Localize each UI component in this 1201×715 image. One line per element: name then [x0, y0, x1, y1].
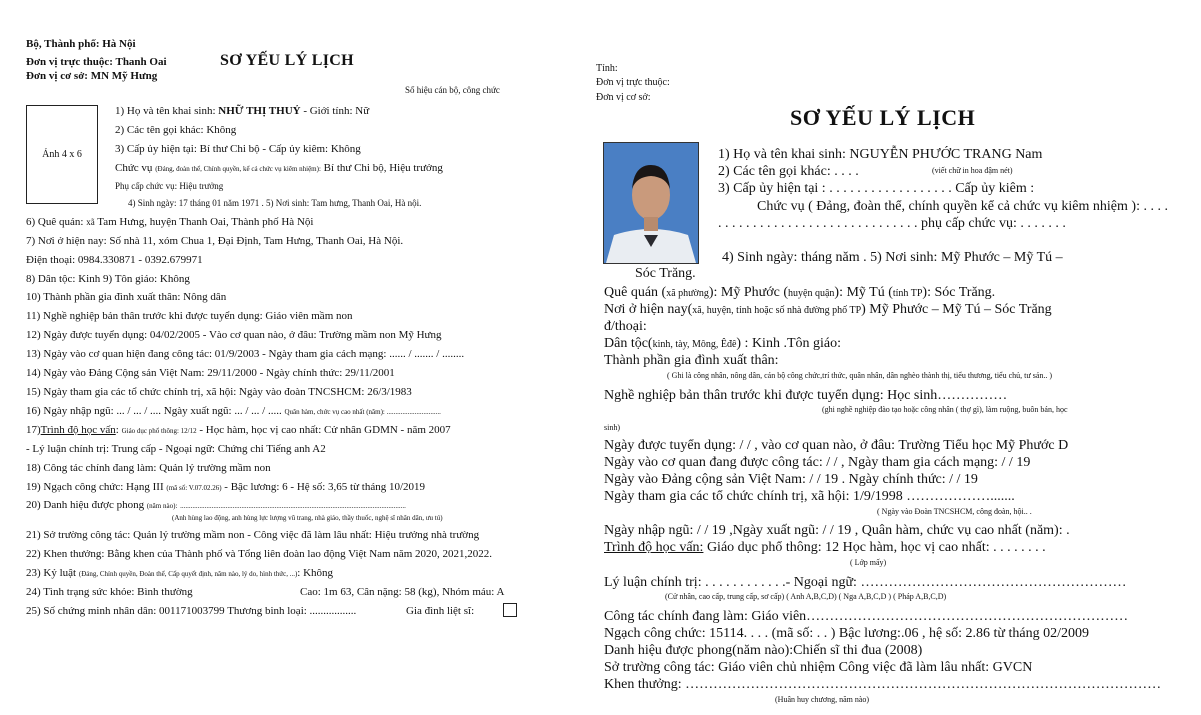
right-line-21: Sở trường công tác: Giáo viên chủ nhiệm Công việc đã làm lâu nhất: GVCN	[604, 660, 1033, 675]
right-line-10-note2: sinh)	[604, 423, 620, 432]
right-line-22: Khen thưởng: …………………………………………………………………………………………	[604, 677, 1162, 692]
l3b-note: (Đảng, đoàn thể, Chính quyền, kể cả chức vụ kiêm nhiệm):	[155, 165, 321, 173]
r16-value: Giáo dục phổ thông: 12 Học hàm, học vị cao nhất: . . . . . . . .	[703, 540, 1046, 555]
right-line-15: Ngày nhập ngũ: / / 19 ,Ngày xuất ngũ: / / 19 , Quân hàm, chức vụ cao nhất (năm): .	[604, 523, 1070, 538]
l6-xa: xã	[86, 217, 95, 227]
r7-value: ) Mỹ Phước – Mỹ Tú – Sóc Trăng	[861, 302, 1052, 317]
r6-note2: huyện quận	[788, 288, 835, 299]
martyr-family-checkbox[interactable]	[503, 603, 517, 617]
right-line-11: Ngày được tuyển dụng: / / , vào cơ quan nào, ở đâu: Trường Tiểu học Mỹ Phước D	[604, 438, 1069, 453]
l23-value: : Không	[297, 567, 334, 579]
right-line-3c: . . . . . . . . . . . . . . . . . . . . . . . . . . . . . phụ cấp chức vụ: . . . . . . .	[718, 216, 1066, 231]
left-line-21: 21) Sở trường công tác: Quản lý trường mầm non - Công việc đã làm lâu nhất: Hiệu trưởng nhà trường	[26, 529, 480, 541]
left-line-25b: Gia đình liệt sĩ:	[406, 605, 475, 617]
right-line-7	[604, 302, 1052, 318]
left-line-7: 7) Nơi ở hiện nay: Số nhà 11, xóm Chua 1, Đại Định, Tam Hưng, Thanh Oai, Hà Nội.	[26, 235, 404, 247]
left-line-24a: 24) Tình trạng sức khỏe: Bình thường	[26, 586, 193, 598]
left-line-24b: Cao: 1m 63, Cân nặng: 58 (kg), Nhóm máu: A	[300, 586, 505, 598]
left-officer-no: Số hiệu cán bộ, công chức	[405, 85, 500, 95]
l1-name: NHỮ THỊ THUỶ	[218, 105, 301, 117]
left-line-17b: - Lý luận chính trị: Trung cấp - Ngoại ngữ: Chứng chỉ Tiếng anh A2	[26, 443, 326, 455]
left-header-base-unit: Đơn vị cơ sở: MN Mỹ Hưng	[26, 70, 158, 82]
right-line-7c: đ/thoại:	[604, 319, 647, 334]
l23-note: (Đảng, Chính quyền, Đoàn thể, Cấp quyết định, năm nào, lý do, hình thức, ...)	[78, 570, 298, 578]
l17-num: 17)	[26, 424, 41, 436]
left-header-province: Bộ, Thành phố: Hà Nội	[26, 38, 136, 50]
l6-label: 6) Quê quán:	[26, 216, 84, 228]
left-line-3b	[115, 162, 443, 174]
right-line-18: Công tác chính đang làm: Giáo viên……………………………………………………………	[604, 609, 1129, 624]
photo-label: Ảnh 4 x 6	[42, 149, 82, 160]
right-line-20: Danh hiệu được phong(năm nào):Chiến sĩ thi đua (2008)	[604, 643, 923, 658]
right-line-17-note: (Cử nhân, cao cấp, trung cấp, sơ cấp) ( Anh A,B,C,D) ( Nga A,B,C,D ) ( Pháp A,B,C,D)	[665, 592, 947, 601]
r6-label: Quê quán (	[604, 285, 667, 300]
r6-v1: ): Mỹ Phước (	[708, 285, 789, 300]
l20-note: (năm nào):	[146, 502, 178, 510]
right-line-8	[604, 336, 841, 352]
r6-note1: xã phường	[666, 288, 709, 299]
left-line-14: 14) Ngày vào Đảng Cộng sản Việt Nam: 29/11/2000 - Ngày chính thức: 29/11/2001	[26, 367, 395, 379]
l20-label: 20) Danh hiệu được phong	[26, 499, 145, 511]
right-line-10-note: (ghi nghề nghiệp đào tạo hoặc công nhân ( thợ gì), làm ruộng, buôn bán, học	[822, 405, 1068, 414]
left-header-unit: Đơn vị trực thuộc: Thanh Oai	[26, 56, 167, 68]
left-line-3: 3) Cấp ủy hiện tại: Bí thư Chi bộ - Cấp ủy kiêm: Không	[115, 143, 361, 155]
left-line-10: 10) Thành phần gia đình xuất thân: Nông dân	[26, 291, 227, 303]
right-line-6	[604, 285, 995, 301]
right-line-1: 1) Họ và tên khai sinh: NGUYỄN PHƯỚC TRANG Nam	[718, 147, 1043, 162]
r7-label: Nơi ở hiện nay(	[604, 302, 693, 317]
r8-value: ) : Kinh .Tôn giáo:	[736, 336, 841, 351]
right-line-4: 4) Sinh ngày: tháng năm . 5) Nơi sinh: Mỹ Phước – Mỹ Tú –	[722, 250, 1063, 265]
l3b-label: Chức vụ	[115, 162, 153, 174]
l23-label: 23) Kỷ luật	[26, 567, 77, 579]
l16-note: Quân hàm, chức vụ cao nhất (năm): ...............................	[284, 408, 441, 416]
l6-value: Tam Hưng, huyện Thanh Oai, Thành phố Hà Nội	[97, 216, 314, 228]
r8-label: Dân tộc(	[604, 336, 653, 351]
left-line-20b: (Anh hùng lao động, anh hùng lực lượng vũ trang, nhà giáo, thầy thuốc, nghệ sĩ nhân dân, ưu tú)	[172, 514, 443, 522]
l16-value: 16) Ngày nhập ngũ: ... / ... / .... Ngày xuất ngũ: ... / ... / .....	[26, 405, 282, 417]
l19-label: 19) Ngạch công chức: Hạng III	[26, 481, 164, 493]
right-line-14: Ngày tham gia các tổ chức chính trị, xã hội: 1/9/1998 ……………….......	[604, 489, 1015, 504]
left-line-8: 8) Dân tộc: Kinh 9) Tôn giáo: Không	[26, 273, 190, 285]
l19-value: - Bậc lương: 6 - Hệ số: 3,65 từ tháng 10/2019	[224, 481, 426, 493]
right-line-19: Ngạch công chức: 15114. . . . (mã số: . . ) Bậc lương:.06 , hệ số: 2.86 từ tháng 02/2009	[604, 626, 1089, 641]
right-line-22-note: (Huân huy chương, năm nào)	[775, 695, 870, 704]
l19-code: (mã số: V.07.02.26)	[166, 484, 222, 492]
r6-v3: ): Sóc Trăng.	[922, 285, 996, 300]
photo-placeholder	[26, 105, 98, 204]
left-line-16	[26, 405, 441, 417]
l1-gender: - Giới tính: Nữ	[303, 105, 370, 117]
left-title: SƠ YẾU LÝ LỊCH	[220, 52, 354, 69]
r6-note3: tỉnh TP	[892, 288, 923, 299]
right-line-9: Thành phần gia đình xuất thân:	[604, 353, 779, 368]
left-line-3c: Phụ cấp chức vụ: Hiệu trưởng	[115, 181, 224, 191]
left-line-22: 22) Khen thưởng: Bằng khen của Thành phố và Tổng liên đoàn lao động Việt Nam năm 2020, 2021,2022.	[26, 548, 493, 560]
right-line-17: Lý luận chính trị: . . . . . . . . . . . .- Ngoại ngữ: …………………………………………………	[604, 575, 1127, 590]
left-line-25a: 25) Số chứng minh nhân dân: 001171003799 Thương binh loại: .................	[26, 605, 357, 617]
r6-v2: ): Mỹ Tú (	[834, 285, 893, 300]
right-line-10: Nghề nghiệp bản thân trước khi được tuyển dụng: Học sinh……………	[604, 388, 1008, 403]
right-line-2: 2) Các tên gọi khác: . . . .	[718, 164, 859, 179]
right-line-2-note: (viết chữ in hoa đậm nét)	[932, 166, 1013, 175]
left-line-23	[26, 567, 333, 579]
left-line-15: 15) Ngày tham gia các tổ chức chính trị, xã hội: Ngày vào đoàn TNCSHCM: 26/3/1983	[26, 386, 412, 398]
right-line-9-note: ( Ghi là công nhân, nông dân, cán bộ công chức,trí thức, quân nhân, dân nghèo thành thị, tiểu thương, tiểu chủ, tư sản.. )	[667, 371, 1053, 380]
right-line-14-note: ( Ngày vào Đoàn TNCSHCM, công đoàn, hội.. .	[877, 507, 1032, 516]
right-line-16-note: ( Lớp mấy)	[850, 558, 887, 567]
left-line-4: 4) Sinh ngày: 17 tháng 01 năm 1971 . 5) Nơi sinh: Tam hưng, Thanh Oai, Hà nội.	[128, 198, 422, 208]
right-line-13: Ngày vào Đảng cộng sản Việt Nam: / / 19 . Ngày chính thức: / / 19	[604, 472, 978, 487]
right-header-province: Tỉnh:	[596, 63, 618, 74]
left-line-20	[26, 499, 406, 511]
right-line-16	[604, 540, 1046, 556]
r7-note: xã, huyện, tỉnh hoặc số nhà đường phố TP	[692, 305, 862, 316]
l17-note: Giáo dục phổ thông: 12/12	[121, 427, 197, 435]
right-line-12: Ngày vào cơ quan đang được công tác: / / , Ngày tham gia cách mạng: / / 19	[604, 455, 1031, 470]
l17-colon: :	[115, 424, 119, 436]
left-line-17	[26, 424, 451, 436]
right-header-unit: Đơn vị trực thuộc:	[596, 77, 670, 88]
left-line-7b: Điện thoại: 0984.330871 - 0392.679971	[26, 254, 203, 266]
right-line-4b: Sóc Trăng.	[635, 266, 696, 281]
right-line-3b: Chức vụ ( Đảng, đoàn thể, chính quyền kể cả chức vụ kiêm nhiệm ): . . . .	[757, 199, 1168, 214]
portrait-image	[604, 143, 698, 263]
left-line-6	[26, 216, 313, 228]
left-line-19	[26, 481, 425, 493]
right-header-base-unit: Đơn vị cơ sở:	[596, 92, 651, 103]
left-line-12: 12) Ngày được tuyển dụng: 04/02/2005 - Vào cơ quan nào, ở đâu: Trường mầm non Mỹ Hưng	[26, 329, 442, 341]
left-line-18: 18) Công tác chính đang làm: Quản lý trường mầm non	[26, 462, 271, 474]
left-line-2: 2) Các tên gọi khác: Không	[115, 124, 237, 136]
left-line-1	[115, 105, 369, 117]
left-line-11: 11) Nghề nghiệp bản thân trước khi được tuyển dụng: Giáo viên mầm non	[26, 310, 353, 322]
l3b-value: Bí thư Chi bộ, Hiệu trưởng	[323, 162, 443, 174]
r16-label: Trình độ học vấn:	[604, 540, 704, 555]
left-line-13: 13) Ngày vào cơ quan hiện đang công tác: 01/9/2003 - Ngày tham gia cách mạng: ...... / ....... / ........	[26, 348, 465, 360]
l1-label: 1) Họ và tên khai sinh:	[115, 105, 216, 117]
l17-value: - Học hàm, học vị cao nhất: Cử nhân GDMN - năm 2007	[199, 424, 451, 436]
r8-note: kinh, tày, Mông, Êđê	[652, 339, 737, 350]
l20-dots: .................................................................................................................................	[180, 502, 406, 510]
portrait-photo	[603, 142, 699, 264]
l17-label: Trình độ học vấn	[40, 424, 116, 436]
right-title: SƠ YẾU LÝ LỊCH	[790, 105, 976, 130]
right-line-3: 3) Cấp ủy hiện tại : . . . . . . . . . . . . . . . . . . Cấp ủy kiêm :	[718, 181, 1035, 196]
